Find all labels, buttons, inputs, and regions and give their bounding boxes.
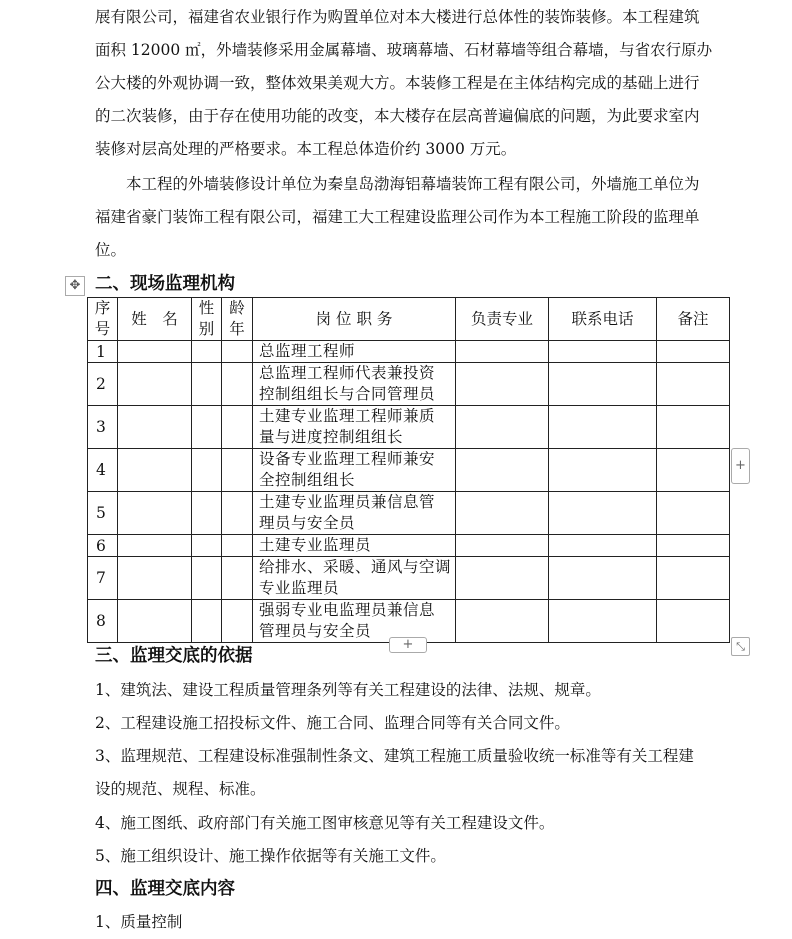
list-item: 5、施工组织设计、施工操作依据等有关施工文件。 [95,847,446,865]
phone-cell[interactable] [549,600,657,643]
text-line: 福建省豪门装饰工程有限公司，福建工大工程建设监理公司作为本工程施工阶段的监理单 [95,208,700,226]
row-number[interactable]: 8 [88,600,118,643]
remark-cell[interactable] [657,363,730,406]
remark-cell[interactable] [657,341,730,363]
table-resize-icon[interactable]: ⤡ [731,637,750,656]
header-gender: 性 别 [192,298,222,341]
remark-cell[interactable] [657,406,730,449]
header-name: 姓 名 [118,298,192,341]
list-item: 3、监理规范、工程建设标准强制性条文、建筑工程施工质量验收统一标准等有关工程建 [95,747,694,765]
intro-paragraph [95,1,725,166]
position-cell[interactable]: 土建专业监理员兼信息管 理员与安全员 [253,492,456,535]
specialty-cell[interactable] [456,557,549,600]
name-cell[interactable] [118,363,192,406]
gender-cell[interactable] [192,406,222,449]
header-remark: 备注 [657,298,730,341]
position-cell[interactable]: 土建专业监理工程师兼质 量与进度控制组组长 [253,406,456,449]
age-cell[interactable] [222,341,253,363]
specialty-cell[interactable] [456,535,549,557]
position-cell[interactable]: 给排水、采暖、通风与空调 专业监理员 [253,557,456,600]
age-cell[interactable] [222,600,253,643]
row-number[interactable]: 6 [88,535,118,557]
phone-cell[interactable] [549,557,657,600]
table-row [88,363,730,406]
name-cell[interactable] [118,535,192,557]
name-cell[interactable] [118,492,192,535]
phone-cell[interactable] [549,341,657,363]
phone-cell[interactable] [549,363,657,406]
remark-cell[interactable] [657,557,730,600]
row-number[interactable]: 2 [88,363,118,406]
age-cell[interactable] [222,557,253,600]
gender-cell[interactable] [192,341,222,363]
specialty-cell[interactable] [456,492,549,535]
section-heading-3: 三、监理交底的依据 [95,646,253,666]
header-specialty: 负责专业 [456,298,549,341]
table-row [88,406,730,449]
table-header-row [88,298,730,341]
row-number[interactable]: 1 [88,341,118,363]
staff-table [87,297,730,643]
position-cell[interactable]: 强弱专业电监理员兼信息 管理员与安全员 [253,600,456,643]
row-number[interactable]: 4 [88,449,118,492]
header-phone: 联系电话 [549,298,657,341]
header-position: 岗 位 职 务 [253,298,456,341]
name-cell[interactable] [118,449,192,492]
gender-cell[interactable] [192,449,222,492]
age-cell[interactable] [222,449,253,492]
list-item: 设的规范、规程、标准。 [95,780,266,798]
table-row [88,341,730,363]
age-cell[interactable] [222,535,253,557]
gender-cell[interactable] [192,492,222,535]
header-seq: 序 号 [88,298,118,341]
text-line: 的二次装修，由于存在使用功能的改变，本大楼存在层高普遍偏底的问题，为此要求室内 [95,107,700,125]
specialty-cell[interactable] [456,406,549,449]
position-cell[interactable]: 设备专业监理工程师兼安 全控制组组长 [253,449,456,492]
text-line: 装修对层高处理的严格要求。本工程总体造价约 3000 万元。 [95,140,517,158]
remark-cell[interactable] [657,535,730,557]
position-cell[interactable]: 土建专业监理员 [253,535,456,557]
row-number[interactable]: 7 [88,557,118,600]
specialty-cell[interactable] [456,341,549,363]
position-cell[interactable]: 总监理工程师代表兼投资 控制组组长与合同管理员 [253,363,456,406]
gender-cell[interactable] [192,600,222,643]
specialty-cell[interactable] [456,600,549,643]
gender-cell[interactable] [192,557,222,600]
section-heading-4: 四、监理交底内容 [95,879,235,899]
phone-cell[interactable] [549,406,657,449]
design-paragraph [95,168,725,267]
age-cell[interactable] [222,492,253,535]
name-cell[interactable] [118,600,192,643]
text-line: 面积 12000 ㎡，外墙装修采用金属幕墙、玻璃幕墙、石材幕墙等组合幕墙，与省农行原办 [95,41,713,59]
gender-cell[interactable] [192,363,222,406]
gender-cell[interactable] [192,535,222,557]
list-item: 1、质量控制 [95,913,183,931]
position-cell[interactable]: 总监理工程师 [253,341,456,363]
text-line: 本工程的外墙装修设计单位为秦皇岛渤海铝幕墙装饰工程有限公司，外墙施工单位为 [95,175,700,193]
table-row [88,449,730,492]
list-item: 4、施工图纸、政府部门有关施工图审核意见等有关工程建设文件。 [95,814,555,832]
remark-cell[interactable] [657,600,730,643]
table-row [88,535,730,557]
specialty-cell[interactable] [456,449,549,492]
age-cell[interactable] [222,363,253,406]
name-cell[interactable] [118,557,192,600]
remark-cell[interactable] [657,449,730,492]
table-row [88,492,730,535]
text-line: 公大楼的外观协调一致，整体效果美观大方。本装修工程是在主体结构完成的基础上进行 [95,74,700,92]
add-row-icon[interactable]: + [389,637,427,653]
phone-cell[interactable] [549,449,657,492]
age-cell[interactable] [222,406,253,449]
header-age: 龄 年 [222,298,253,341]
remark-cell[interactable] [657,492,730,535]
list-item: 1、建筑法、建设工程质量管理条列等有关工程建设的法律、法规、规章。 [95,681,601,699]
name-cell[interactable] [118,341,192,363]
text-line: 位。 [95,241,127,259]
phone-cell[interactable] [549,492,657,535]
section-heading-2: 二、现场监理机构 [95,274,235,294]
phone-cell[interactable] [549,535,657,557]
name-cell[interactable] [118,406,192,449]
row-number[interactable]: 3 [88,406,118,449]
add-column-icon[interactable]: + [731,448,750,484]
row-number[interactable]: 5 [88,492,118,535]
list-item: 2、工程建设施工招投标文件、施工合同、监理合同等有关合同文件。 [95,714,570,732]
specialty-cell[interactable] [456,363,549,406]
table-move-handle-icon[interactable]: ✥ [65,276,85,296]
table-row [88,557,730,600]
text-line: 展有限公司，福建省农业银行作为购置单位对本大楼进行总体性的装饰装修。本工程建筑 [95,8,700,26]
